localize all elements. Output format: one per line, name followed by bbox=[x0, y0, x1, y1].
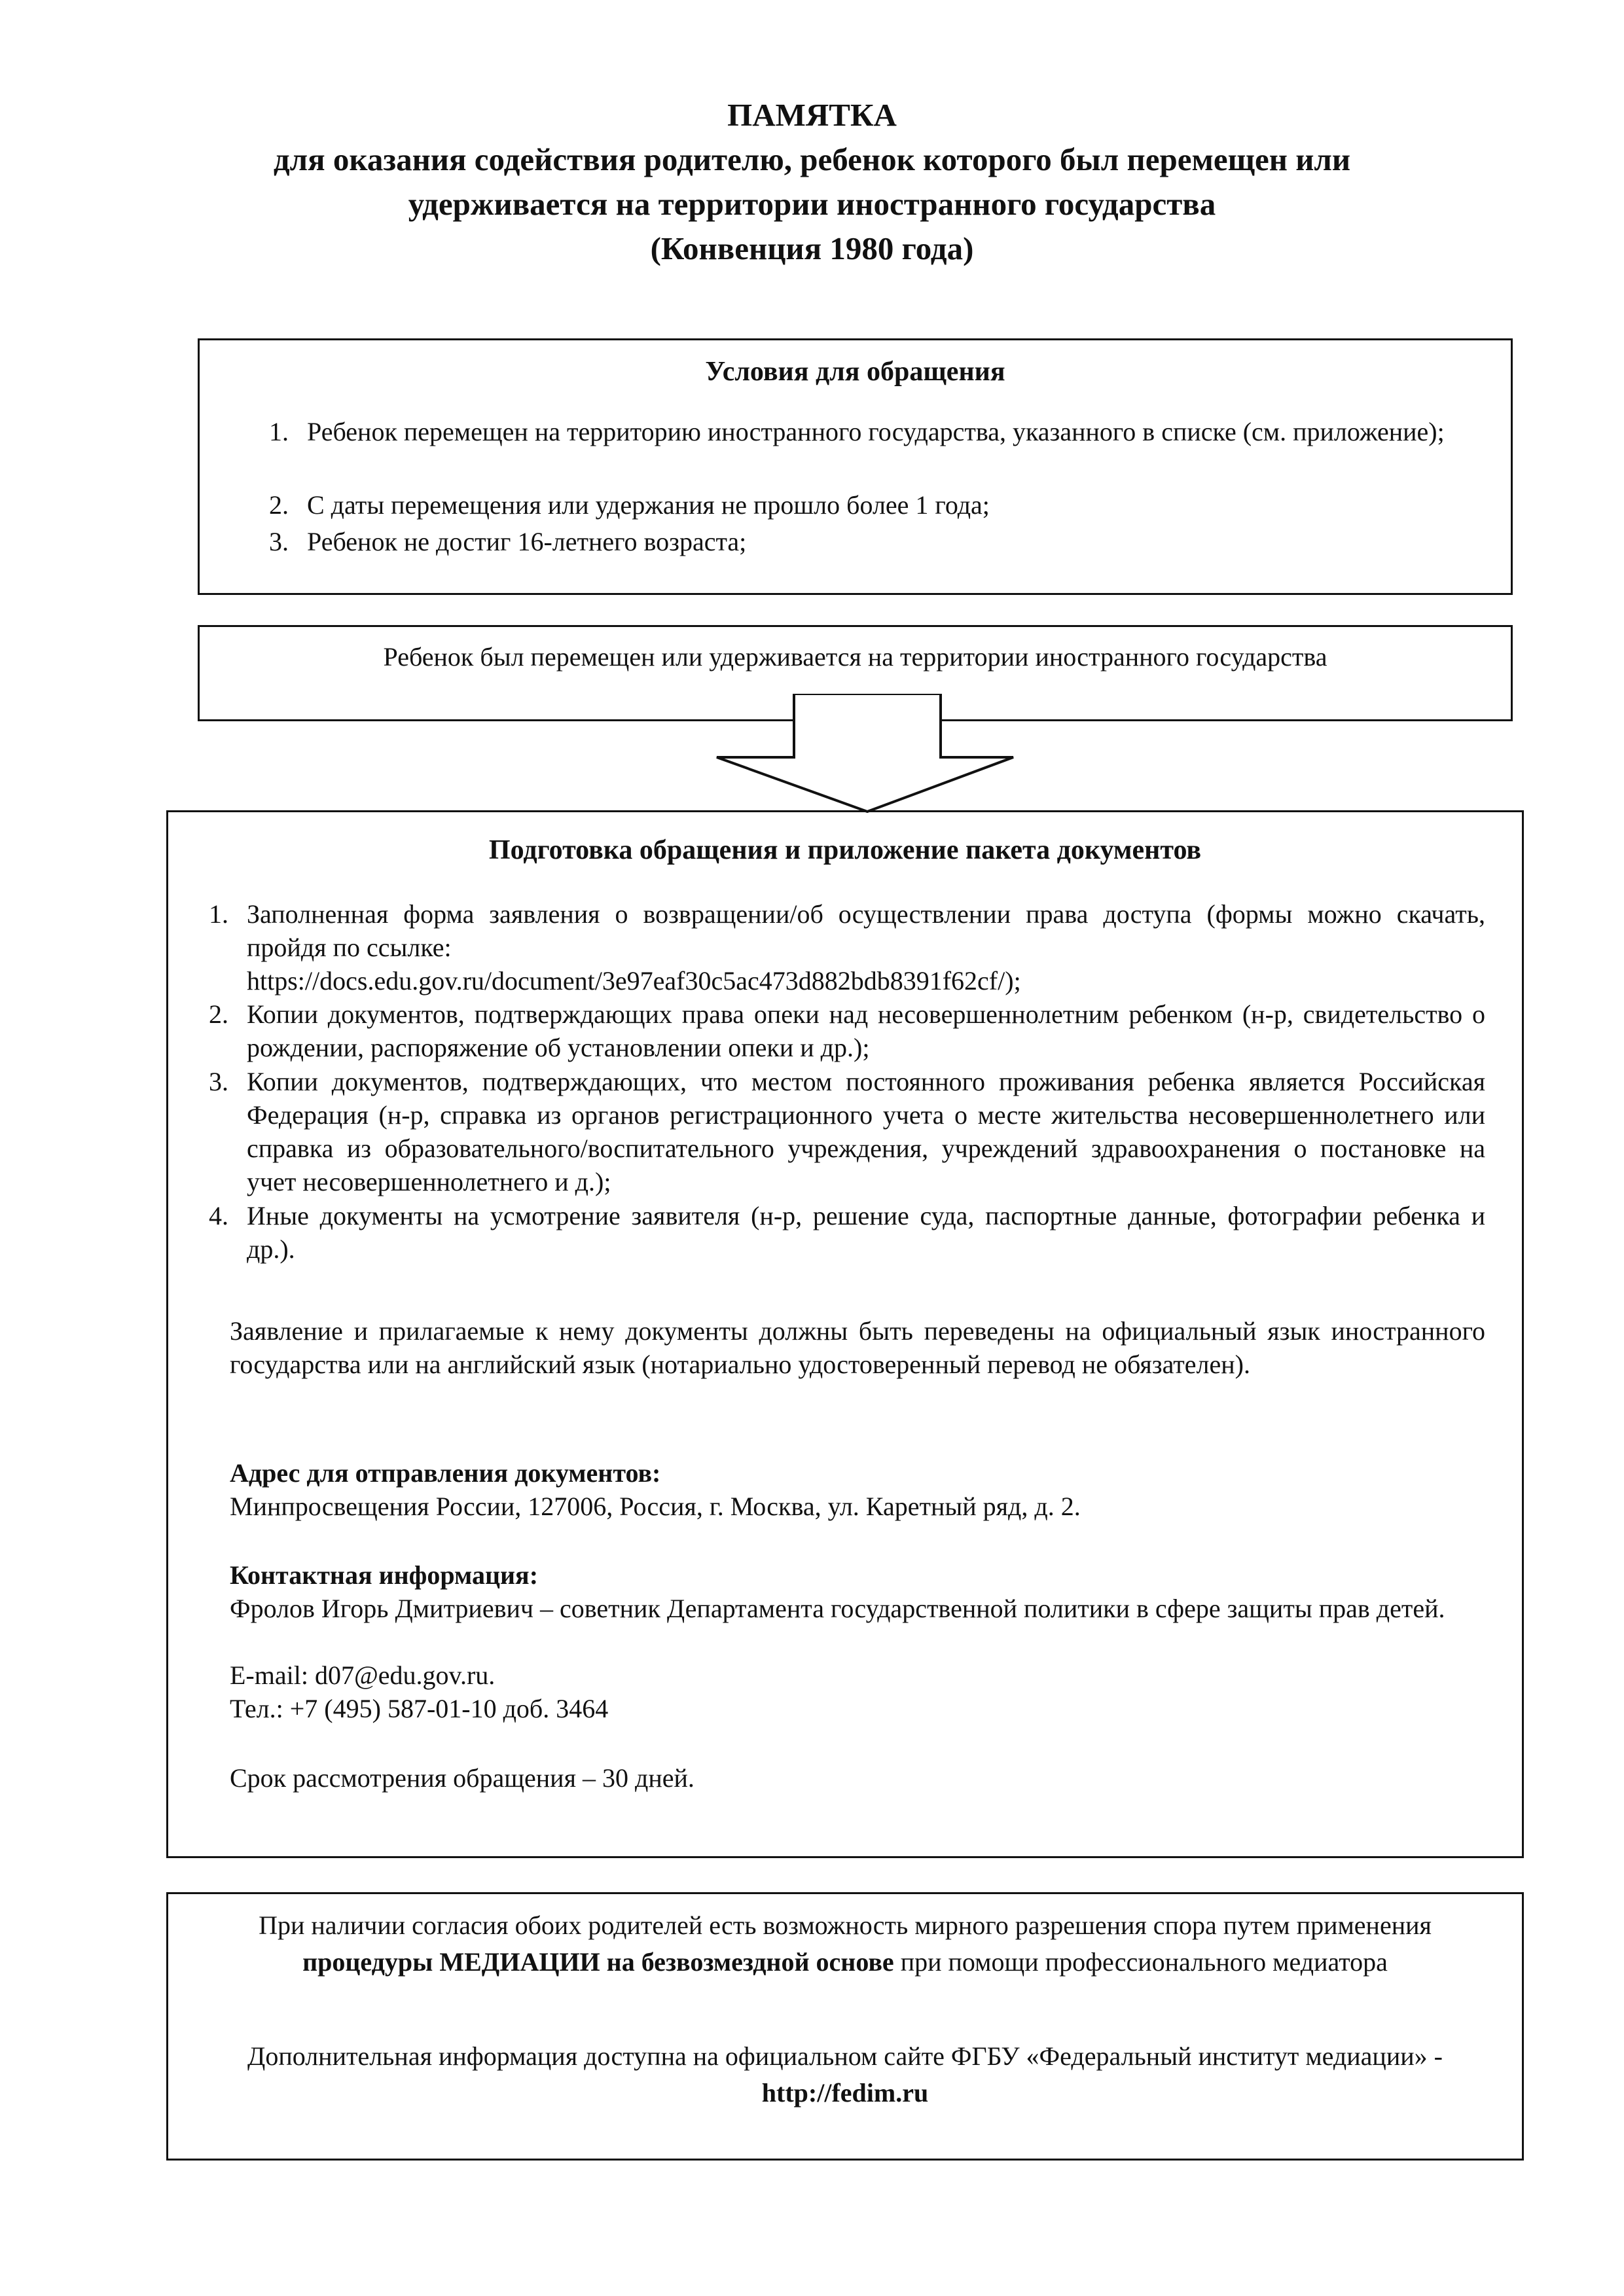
translation-note: Заявление и прилагаемые к нему документы должны быть переведены на официальный язык иностранного государства или на английский язык (нотариально удостоверенный перевод не обязателен). bbox=[230, 1316, 1485, 1379]
contact-heading: Контактная информация: bbox=[230, 1560, 539, 1590]
item-number: 3. bbox=[209, 1067, 228, 1096]
fedim-link[interactable]: http://fedim.ru bbox=[761, 2078, 929, 2108]
title-line-2: для оказания содействия родителю, ребенок которого был перемещен или bbox=[273, 141, 1351, 177]
review-term: Срок рассмотрения обращения – 30 дней. bbox=[230, 1763, 695, 1793]
item-number: 3. bbox=[269, 527, 289, 556]
preparation-box bbox=[166, 810, 1524, 1858]
item-text: Ребенок перемещен на территорию иностранного государства, указанного в списке (см. приложение); bbox=[307, 417, 1445, 446]
mediation-text-part-3: при помощи профессионального медиатора bbox=[893, 1947, 1388, 1977]
title-line-3: удерживается на территории иностранного государства bbox=[408, 186, 1216, 222]
item-text: Заполненная форма заявления о возвращении/об осуществлении права доступа (формы можно скачать, пройдя по ссылке: bbox=[247, 899, 1485, 962]
address-text: Минпросвещения России, 127006, Россия, г. Москва, ул. Каретный ряд, д. 2. bbox=[230, 1492, 1081, 1521]
contact-phone: Тел.: +7 (495) 587-01-10 доб. 3464 bbox=[230, 1694, 609, 1723]
contact-person: Фролов Игорь Дмитриевич – советник Департамента государственной политики в сфере защиты прав детей. bbox=[230, 1594, 1445, 1623]
title-line-1: ПАМЯТКА bbox=[727, 97, 897, 133]
item-number: 2. bbox=[269, 490, 289, 520]
document-form-link[interactable]: https://docs.edu.gov.ru/document/3e97eaf30c5ac473d882bdb8391f62cf/); bbox=[247, 966, 1021, 996]
conditions-heading: Условия для обращения bbox=[705, 357, 1005, 387]
item-number: 2. bbox=[209, 999, 228, 1029]
title-line-4: (Конвенция 1980 года) bbox=[650, 230, 974, 266]
item-text: Копии документов, подтверждающих права опеки над несовершеннолетним ребенком (н-р, свидетельство о рождении, распоряжение об установлении опеки и др.); bbox=[247, 999, 1485, 1062]
contact-email[interactable]: E-mail: d07@edu.gov.ru. bbox=[230, 1660, 496, 1690]
item-text: Ребенок не достиг 16-летнего возраста; bbox=[307, 527, 747, 556]
item-number: 1. bbox=[209, 899, 228, 929]
conditions-box bbox=[198, 338, 1513, 595]
item-number: 1. bbox=[269, 417, 289, 446]
situation-text: Ребенок был перемещен или удерживается на территории иностранного государства bbox=[383, 642, 1327, 672]
address-heading: Адрес для отправления документов: bbox=[230, 1458, 661, 1488]
item-text: С даты перемещения или удержания не прошло более 1 года; bbox=[307, 490, 990, 520]
mediation-box bbox=[166, 1892, 1524, 2161]
mediation-text-part-1: При наличии согласия обоих родителей есть возможность мирного разрешения спора путем применения bbox=[259, 1910, 1432, 1940]
mediation-text bbox=[208, 1907, 1483, 1981]
item-text: Копии документов, подтверждающих, что местом постоянного проживания ребенка является Российская Федерация (н-р, справка из органов регистрационного учета о месте жительства несовершеннолетнего или справка из образовательного/воспитательного учреждения, учреждений здравоохранения о постановке на учет несовершеннолетнего и д.); bbox=[247, 1067, 1485, 1196]
mediation-text-bold: процедуры МЕДИАЦИИ на безвозмездной основе bbox=[302, 1947, 894, 1977]
item-number: 4. bbox=[209, 1201, 228, 1230]
mediation-info-text: Дополнительная информация доступна на официальном сайте ФГБУ «Федеральный институт медиации» - bbox=[247, 2041, 1443, 2071]
item-text: Иные документы на усмотрение заявителя (н-р, решение суда, паспортные данные, фотографии ребенка и др.). bbox=[247, 1201, 1485, 1264]
preparation-heading: Подготовка обращения и приложение пакета документов bbox=[488, 835, 1202, 865]
mediation-info bbox=[208, 2038, 1483, 2111]
